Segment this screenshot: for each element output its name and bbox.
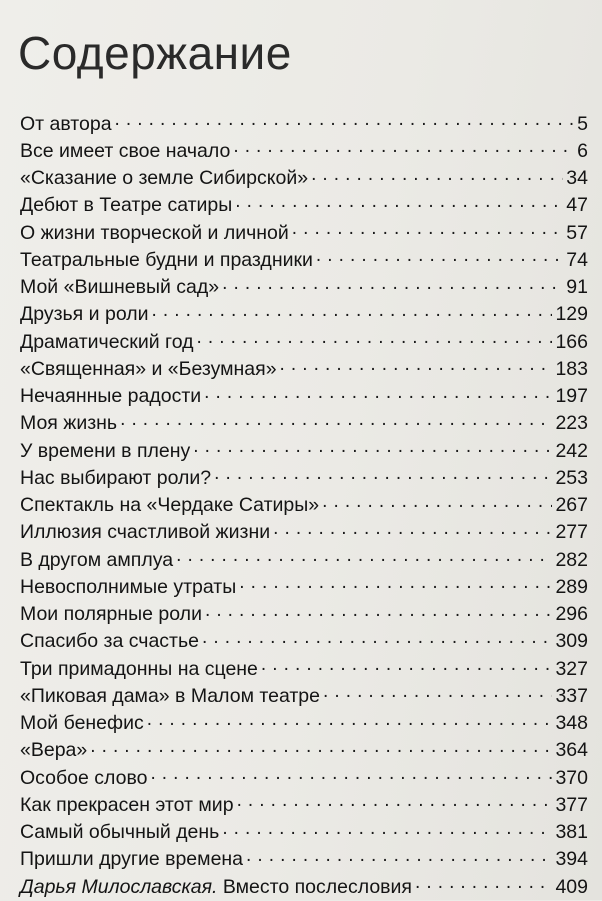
dot-leader — [316, 246, 563, 266]
toc-entry-page-number: 253 — [555, 466, 588, 489]
toc-entry-page-number: 223 — [555, 412, 588, 435]
toc-entry — [20, 655, 588, 682]
toc-entry-page-number: 91 — [566, 276, 588, 298]
dot-leader — [176, 546, 552, 566]
toc-entry — [20, 137, 588, 164]
toc-entry — [20, 492, 588, 519]
toc-entry-title: Друзья и роли — [20, 303, 149, 326]
toc-entry-title: Мой бенефис — [20, 712, 144, 734]
dot-leader — [311, 165, 563, 185]
dot-leader — [222, 819, 552, 839]
toc-entry-page-number: 6 — [577, 139, 588, 162]
toc-entry-title: Три примадонны на сцене — [20, 657, 258, 680]
toc-entry-page-number: 242 — [555, 439, 588, 462]
toc-entry-page-number: 394 — [555, 848, 588, 871]
toc-entry-page-number: 309 — [555, 630, 588, 653]
toc-entry — [20, 464, 588, 491]
dot-leader — [214, 464, 552, 484]
toc-entry-title: У времени в плену — [20, 439, 191, 462]
toc-entry — [20, 328, 588, 355]
dot-leader — [90, 737, 552, 757]
toc-entry-page-number: 370 — [555, 766, 588, 789]
toc-entry — [20, 764, 588, 791]
toc-entry-title: Дебют в Театре сатиры — [20, 194, 233, 217]
dot-leader — [261, 655, 553, 675]
toc-entry-title: От автора — [20, 112, 112, 135]
dot-leader — [197, 328, 553, 348]
toc-entry-page-number: 289 — [555, 575, 588, 598]
toc-entry-title: Иллюзия счастливой жизни — [20, 521, 271, 544]
dot-leader — [235, 192, 563, 212]
toc-entry-title: Самый обычный день — [20, 821, 220, 843]
toc-entry-title: «Пиковая дама» в Малом театре — [20, 684, 320, 707]
toc-entry-title: Спасибо за счастье — [20, 630, 199, 653]
toc-entry — [20, 546, 588, 573]
toc-entry-title: Мои полярные роли — [20, 603, 202, 625]
dot-leader — [237, 791, 553, 811]
table-of-contents — [20, 110, 588, 900]
toc-entry-title: Театральные будни и праздники — [20, 248, 313, 271]
toc-entry-title: Нечаянные радости — [20, 385, 202, 407]
toc-entry-page-number: 364 — [555, 739, 588, 762]
dot-leader — [152, 301, 553, 321]
toc-entry — [20, 192, 588, 219]
toc-entry — [20, 873, 588, 900]
dot-leader — [205, 601, 552, 621]
toc-entry — [20, 274, 588, 301]
toc-entry-title: Моя жизнь — [20, 412, 118, 435]
toc-entry-page-number: 129 — [555, 303, 588, 326]
toc-entry — [20, 628, 588, 655]
toc-entry — [20, 355, 588, 382]
toc-entry-label: Вместо послесловия — [222, 875, 412, 898]
toc-entry — [20, 846, 588, 873]
toc-entry-title: Нас выбирают роли? — [20, 466, 212, 489]
toc-entry-title: Спектакль на «Чердаке Сатиры» — [20, 494, 320, 516]
toc-entry-page-number: 197 — [555, 385, 588, 407]
toc-entry-page-number: 409 — [555, 875, 588, 898]
toc-entry — [20, 573, 588, 600]
page-title: Содержание — [18, 27, 292, 79]
toc-entry-page-number: 74 — [566, 248, 588, 271]
dot-leader — [415, 873, 552, 893]
toc-entry — [20, 710, 588, 737]
toc-entry — [20, 383, 588, 410]
dot-leader — [323, 682, 552, 702]
toc-entry-title: Невосполнимые утраты — [20, 575, 237, 598]
toc-entry-page-number: 377 — [555, 793, 588, 816]
toc-entry — [20, 437, 588, 464]
toc-entry-title: «Священная» и «Безумная» — [20, 357, 277, 380]
dot-leader — [246, 846, 552, 866]
toc-entry-page-number: 348 — [555, 712, 588, 734]
toc-entry — [20, 165, 588, 192]
toc-entry-page-number: 296 — [555, 603, 588, 625]
toc-entry-page-number: 337 — [555, 684, 588, 707]
toc-entry-page-number: 183 — [555, 357, 588, 380]
dot-leader — [233, 137, 574, 157]
toc-entry-title: Особое слово — [20, 766, 148, 789]
toc-entry — [20, 819, 588, 846]
toc-entry-title: «Сказание о земле Сибирской» — [20, 167, 309, 189]
toc-entry-page-number: 381 — [555, 821, 588, 843]
dot-leader — [150, 764, 552, 784]
dot-leader — [115, 110, 575, 130]
toc-entry — [20, 301, 588, 328]
toc-entry — [20, 219, 588, 246]
toc-entry — [20, 519, 588, 546]
toc-entry-title: В другом амплуа — [20, 548, 174, 571]
dot-leader — [239, 573, 552, 593]
toc-entry-title: «Вера» — [20, 739, 88, 762]
toc-entry-page-number: 47 — [566, 194, 588, 217]
toc-entry-page-number: 267 — [555, 494, 588, 516]
dot-leader — [147, 710, 553, 730]
toc-entry-page-number: 5 — [577, 112, 588, 135]
toc-entry-title — [20, 874, 412, 901]
toc-entry-page-number: 57 — [566, 221, 588, 244]
dot-leader — [202, 628, 552, 648]
dot-leader — [273, 519, 552, 539]
toc-entry-page-number: 327 — [555, 657, 588, 680]
toc-entry — [20, 682, 588, 709]
toc-entry — [20, 410, 588, 437]
dot-leader — [222, 274, 563, 294]
toc-entry-page-number: 166 — [555, 330, 588, 353]
toc-entry — [20, 791, 588, 818]
toc-entry-page-number: 282 — [555, 548, 588, 571]
toc-entry — [20, 737, 588, 764]
toc-entry-title: Драматический год — [20, 330, 194, 353]
dot-leader — [204, 383, 552, 403]
dot-leader — [280, 355, 553, 375]
toc-entry-author: Дарья Милославская. — [20, 875, 218, 898]
toc-entry — [20, 246, 588, 273]
dot-leader — [120, 410, 552, 430]
toc-entry-title: О жизни творческой и личной — [20, 221, 289, 244]
toc-entry-title: Мой «Вишневый сад» — [20, 276, 220, 298]
dot-leader — [193, 437, 552, 457]
toc-entry-page-number: 277 — [555, 521, 588, 544]
toc-entry — [20, 601, 588, 628]
toc-entry-title: Пришли другие времена — [20, 848, 244, 871]
toc-entry-title: Все имеет свое начало — [20, 139, 231, 162]
toc-entry-title: Как прекрасен этот мир — [20, 793, 234, 816]
toc-entry-page-number: 34 — [566, 167, 588, 189]
dot-leader — [322, 492, 552, 512]
toc-entry — [20, 110, 588, 137]
dot-leader — [292, 219, 564, 239]
